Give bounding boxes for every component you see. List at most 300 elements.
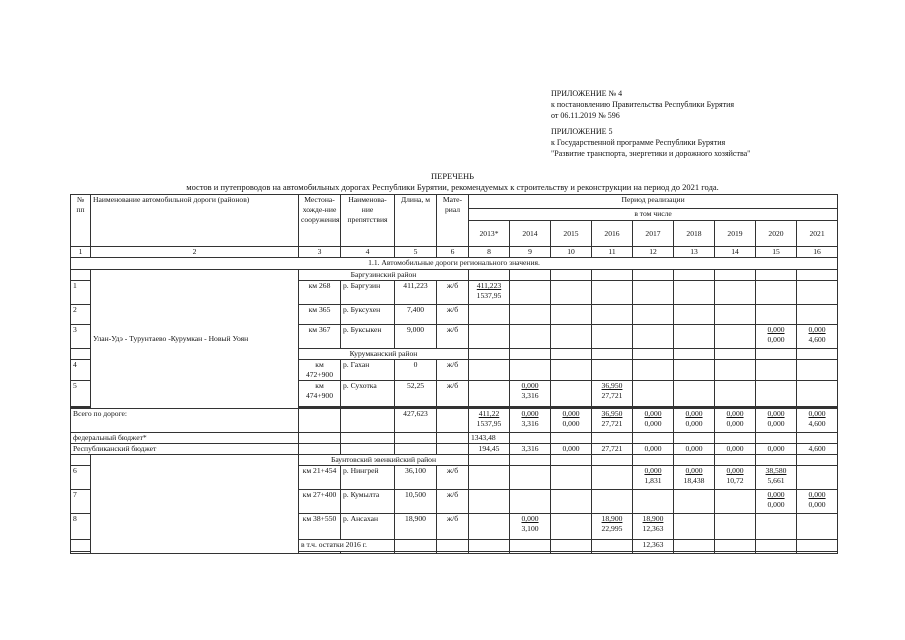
value-bottom: 27,721 (601, 391, 623, 400)
value-top: 0,000 (521, 514, 539, 523)
table-cell (715, 281, 756, 305)
year-header: 2016 (592, 221, 633, 247)
table-cell (469, 490, 510, 514)
column-number: 13 (674, 247, 715, 258)
table-cell (592, 455, 633, 466)
federal-value: 1343,48 (469, 433, 510, 444)
table-cell (510, 490, 551, 514)
material: ж/б (437, 381, 469, 407)
table-cell (510, 281, 551, 305)
table-cell (551, 349, 592, 360)
table-cell (510, 305, 551, 325)
value-top: 0,000 (767, 490, 785, 499)
district-row (71, 270, 838, 281)
table-cell (551, 325, 592, 349)
column-number: 14 (715, 247, 756, 258)
remains-value: 12,363 (633, 540, 674, 552)
obstacle: р. Баргузин (341, 281, 395, 305)
table-cell (797, 466, 838, 490)
table-cell (674, 305, 715, 325)
value-bottom: 1537,95 (476, 419, 502, 428)
value-top: 411,22 (478, 409, 500, 418)
year-value (797, 325, 838, 349)
table-cell (469, 381, 510, 407)
table-cell (299, 552, 341, 554)
table-cell (715, 490, 756, 514)
location: км 38+550 (299, 514, 341, 540)
material: ж/б (437, 514, 469, 540)
value-bottom: 22,995 (601, 524, 623, 533)
republic-value: 0,000 (756, 444, 797, 455)
remains-label: в т.ч. остатки 2016 г. (299, 540, 395, 552)
table-cell (510, 325, 551, 349)
table-cell (674, 552, 715, 554)
table-cell (797, 540, 838, 552)
district-title: Курумканский район (299, 349, 469, 360)
total-value (469, 409, 510, 433)
appendix-5-header (551, 126, 750, 159)
table-cell (674, 360, 715, 381)
column-number: 16 (797, 247, 838, 258)
table-cell (715, 381, 756, 407)
row-number: 3 (71, 325, 91, 349)
year-header: 2015 (551, 221, 592, 247)
table-cell (592, 325, 633, 349)
location: км 365 (299, 305, 341, 325)
obstacle: р. Ансахан (341, 514, 395, 540)
material: ж/б (437, 466, 469, 490)
year-value (633, 466, 674, 490)
value-top: 18,900 (601, 514, 623, 523)
table-cell (756, 540, 797, 552)
value-top: 0,000 (767, 325, 785, 334)
table-cell (510, 360, 551, 381)
table-cell (715, 540, 756, 552)
header-line: ПРИЛОЖЕНИЕ 5 (551, 127, 613, 136)
republic-value: 3,316 (510, 444, 551, 455)
value-bottom: 5,661 (767, 476, 785, 485)
table-cell (551, 433, 592, 444)
location: км 27+400 (299, 490, 341, 514)
table-cell (797, 305, 838, 325)
table-cell (715, 360, 756, 381)
table-cell (797, 455, 838, 466)
total-length: 427,623 (395, 409, 437, 433)
value-top: 36,950 (601, 381, 623, 390)
col-no-header: № пп (71, 195, 91, 247)
column-number: 12 (633, 247, 674, 258)
table-cell (756, 433, 797, 444)
republic-value: 0,000 (674, 444, 715, 455)
value-bottom: 3,100 (521, 524, 539, 533)
table-cell (592, 433, 633, 444)
republic-label: Республиканский бюджет (71, 444, 299, 455)
column-number: 5 (395, 247, 437, 258)
total-value (592, 409, 633, 433)
table-cell (756, 281, 797, 305)
table-cell (341, 444, 395, 455)
year-value (510, 381, 551, 407)
col-period-header: Период реализации (469, 195, 838, 209)
table-cell (551, 381, 592, 407)
republic-value: 4,600 (797, 444, 838, 455)
table-cell (633, 281, 674, 305)
section-row (71, 258, 838, 270)
obstacle: р. Нингрей (341, 466, 395, 490)
header-line: от 06.11.2019 № 596 (551, 111, 620, 120)
table-cell (797, 360, 838, 381)
value-bottom: 27,721 (601, 419, 623, 428)
table-cell (551, 360, 592, 381)
value-bottom: 10,72 (726, 476, 744, 485)
obstacle: р. Сухотка (341, 381, 395, 407)
year-value (469, 281, 510, 305)
header-line: ПРИЛОЖЕНИЕ № 4 (551, 89, 623, 98)
district-row (71, 455, 838, 466)
federal-label: федеральный бюджет* (71, 433, 299, 444)
table-cell (797, 281, 838, 305)
col-material-header: Мате-риал (437, 195, 469, 247)
year-value (797, 490, 838, 514)
year-header: 2019 (715, 221, 756, 247)
table-cell (551, 270, 592, 281)
district-title: Баргузинский район (299, 270, 469, 281)
table-cell (71, 540, 91, 552)
value-bottom: 1537,95 (476, 291, 502, 300)
federal-row (71, 433, 838, 444)
table-cell (71, 270, 91, 281)
length: 52,25 (395, 381, 437, 407)
length: 9,000 (395, 325, 437, 349)
table-cell (756, 305, 797, 325)
table-cell (674, 514, 715, 540)
year-value (756, 490, 797, 514)
table-cell (71, 552, 91, 554)
table-cell (592, 466, 633, 490)
value-bottom: 4,600 (808, 419, 826, 428)
obstacle: р. Кумылта (341, 490, 395, 514)
table-cell (592, 490, 633, 514)
table-cell (71, 349, 91, 360)
table-cell (299, 444, 341, 455)
total-value (756, 409, 797, 433)
value-bottom: 0,000 (685, 419, 703, 428)
year-value (674, 466, 715, 490)
table-cell (674, 433, 715, 444)
bridges-table (70, 194, 838, 554)
table-cell (674, 281, 715, 305)
table-cell (469, 349, 510, 360)
table-cell (633, 270, 674, 281)
material: ж/б (437, 325, 469, 349)
table-cell (674, 381, 715, 407)
table-cell (756, 381, 797, 407)
table-cell (395, 433, 437, 444)
value-bottom: 0,000 (644, 419, 662, 428)
col-length-header: Длина, м (395, 195, 437, 247)
row-number: 5 (71, 381, 91, 407)
table-cell (715, 305, 756, 325)
table-cell (437, 409, 469, 433)
table-cell (551, 552, 592, 554)
table-cell (674, 349, 715, 360)
value-bottom: 12,363 (642, 524, 664, 533)
row-number: 7 (71, 490, 91, 514)
column-number: 6 (437, 247, 469, 258)
value-top: 0,000 (726, 466, 744, 475)
table-cell (551, 490, 592, 514)
table-cell (674, 325, 715, 349)
value-top: 0,000 (644, 409, 662, 418)
value-top: 0,000 (808, 490, 826, 499)
table-cell (551, 466, 592, 490)
title-line: мостов и путепроводов на автомобильных дорогах Республики Бурятии, рекомендуемых к строительству и реконструкции на период до 2021 года. (186, 182, 719, 192)
table-cell (510, 540, 551, 552)
table-cell (592, 360, 633, 381)
value-bottom: 0,000 (726, 419, 744, 428)
table-cell (395, 444, 437, 455)
row-number: 1 (71, 281, 91, 305)
header-row (71, 195, 838, 209)
row-number: 8 (71, 514, 91, 540)
road-name: Улан-Удэ - Турунтаево -Курумкан - Новый Уоян (91, 270, 299, 409)
table-cell (437, 444, 469, 455)
table-cell (674, 455, 715, 466)
length: 36,100 (395, 466, 437, 490)
year-value (756, 325, 797, 349)
year-value (633, 514, 674, 540)
col-location-header: Местона-хожде-ние сооружения (299, 195, 341, 247)
table-cell (797, 349, 838, 360)
table-cell (592, 540, 633, 552)
year-value (715, 466, 756, 490)
material: ж/б (437, 490, 469, 514)
table-cell (633, 490, 674, 514)
table-cell (756, 514, 797, 540)
year-header: 2021 (797, 221, 838, 247)
material: ж/б (437, 305, 469, 325)
table-cell (592, 281, 633, 305)
table-cell (592, 270, 633, 281)
column-number: 10 (551, 247, 592, 258)
table-cell (797, 433, 838, 444)
value-bottom: 3,316 (521, 419, 539, 428)
value-bottom: 1,831 (644, 476, 662, 485)
value-top: 0,000 (521, 381, 539, 390)
header-line: к постановлению Правительства Республики Бурятия (551, 100, 735, 109)
value-bottom: 4,600 (808, 335, 826, 344)
table-cell (797, 514, 838, 540)
year-header: 2014 (510, 221, 551, 247)
table-cell (715, 349, 756, 360)
year-value (592, 381, 633, 407)
total-label: Всего по дороге: (71, 409, 299, 433)
value-top: 411,223 (476, 281, 502, 290)
table-cell (797, 381, 838, 407)
table-cell (510, 552, 551, 554)
total-value (674, 409, 715, 433)
column-number: 1 (71, 247, 91, 258)
value-bottom: 18,438 (683, 476, 705, 485)
length: 0 (395, 360, 437, 381)
table-cell (715, 514, 756, 540)
obstacle: р. Буксыкен (341, 325, 395, 349)
table-cell (510, 270, 551, 281)
republic-value: 0,000 (633, 444, 674, 455)
year-value (592, 514, 633, 540)
material: ж/б (437, 360, 469, 381)
section-title: 1.1. Автомобильные дороги регионального значения. (71, 258, 838, 270)
header-line: "Развитие транспорта, энергетики и дорожного хозяйства" (551, 149, 751, 158)
table-cell (469, 360, 510, 381)
table-cell (341, 433, 395, 444)
republic-row (71, 444, 838, 455)
document-title (0, 171, 905, 193)
table-cell (341, 409, 395, 433)
material: ж/б (437, 281, 469, 305)
table-cell (551, 305, 592, 325)
column-number: 15 (756, 247, 797, 258)
table-cell (674, 270, 715, 281)
column-number: 2 (91, 247, 299, 258)
table-cell (469, 455, 510, 466)
year-value (510, 514, 551, 540)
value-bottom: 0,000 (562, 419, 580, 428)
table-cell (395, 540, 437, 552)
table-cell (510, 349, 551, 360)
table-cell (797, 552, 838, 554)
table-cell (469, 325, 510, 349)
total-row (71, 409, 838, 433)
table-cell (715, 552, 756, 554)
value-top: 18,900 (642, 514, 664, 523)
road-name (91, 455, 299, 554)
table-cell (469, 540, 510, 552)
row-number: 4 (71, 360, 91, 381)
table-cell (756, 360, 797, 381)
table-cell (551, 514, 592, 540)
total-value (797, 409, 838, 433)
location: км 367 (299, 325, 341, 349)
total-value (715, 409, 756, 433)
length: 18,900 (395, 514, 437, 540)
table-cell (633, 349, 674, 360)
col-road-header: Наименование автомобильной дороги (районов) (91, 195, 299, 247)
table-cell (633, 305, 674, 325)
col-obstacle-header: Наименова-ние препятствия (341, 195, 395, 247)
value-top: 0,000 (808, 409, 826, 418)
table-cell (715, 270, 756, 281)
table-cell (633, 433, 674, 444)
location: км 472+900 (299, 360, 341, 381)
table-cell (715, 455, 756, 466)
value-top: 0,000 (562, 409, 580, 418)
row-number: 6 (71, 466, 91, 490)
table-cell (551, 540, 592, 552)
district-title: Баунтовский эвенкийский район (299, 455, 469, 466)
table-cell (551, 455, 592, 466)
table-cell (756, 270, 797, 281)
column-number: 11 (592, 247, 633, 258)
col-incl-header: в том числе (469, 209, 838, 221)
year-value (756, 466, 797, 490)
length: 7,400 (395, 305, 437, 325)
value-top: 0,000 (726, 409, 744, 418)
value-top: 36,950 (601, 409, 623, 418)
table-cell (592, 349, 633, 360)
table-cell (633, 552, 674, 554)
table-cell (633, 325, 674, 349)
value-bottom: 0,000 (767, 335, 785, 344)
year-header: 2017 (633, 221, 674, 247)
table-cell (756, 455, 797, 466)
republic-value: 0,000 (715, 444, 756, 455)
column-number: 3 (299, 247, 341, 258)
location: км 268 (299, 281, 341, 305)
table-cell (469, 270, 510, 281)
column-number: 4 (341, 247, 395, 258)
republic-value: 0,000 (551, 444, 592, 455)
value-bottom: 0,000 (767, 500, 785, 509)
table-cell (510, 433, 551, 444)
value-bottom: 3,316 (521, 391, 539, 400)
value-top: 38,580 (765, 466, 787, 475)
table-cell (469, 305, 510, 325)
column-number: 8 (469, 247, 510, 258)
column-number-row (71, 247, 838, 258)
republic-value: 194,45 (469, 444, 510, 455)
value-bottom: 0,000 (767, 419, 785, 428)
total-value (551, 409, 592, 433)
table-cell (715, 325, 756, 349)
table-cell (674, 540, 715, 552)
table-cell (437, 552, 469, 554)
value-top: 0,000 (808, 325, 826, 334)
obstacle: р. Гахан (341, 360, 395, 381)
row-number: 2 (71, 305, 91, 325)
table-cell (756, 349, 797, 360)
appendix-4-header (551, 88, 734, 121)
column-number: 9 (510, 247, 551, 258)
table-cell (299, 433, 341, 444)
table-cell (510, 455, 551, 466)
table-cell (437, 540, 469, 552)
value-top: 0,000 (767, 409, 785, 418)
total-value (633, 409, 674, 433)
table-cell (756, 552, 797, 554)
table-cell (510, 466, 551, 490)
location: км 21+454 (299, 466, 341, 490)
table-cell (592, 305, 633, 325)
table-cell (469, 466, 510, 490)
length: 10,500 (395, 490, 437, 514)
table-cell (437, 433, 469, 444)
header-line: к Государственной программе Республики Бурятия (551, 138, 726, 147)
length: 411,223 (395, 281, 437, 305)
value-top: 0,000 (685, 466, 703, 475)
year-header: 2013* (469, 221, 510, 247)
obstacle: р. Буксухен (341, 305, 395, 325)
table-cell (469, 552, 510, 554)
value-top: 0,000 (521, 409, 539, 418)
table-cell (674, 490, 715, 514)
table-cell (633, 360, 674, 381)
table-cell (633, 455, 674, 466)
value-top: 0,000 (644, 466, 662, 475)
table-cell (341, 552, 395, 554)
table-cell (299, 409, 341, 433)
republic-value: 27,721 (592, 444, 633, 455)
